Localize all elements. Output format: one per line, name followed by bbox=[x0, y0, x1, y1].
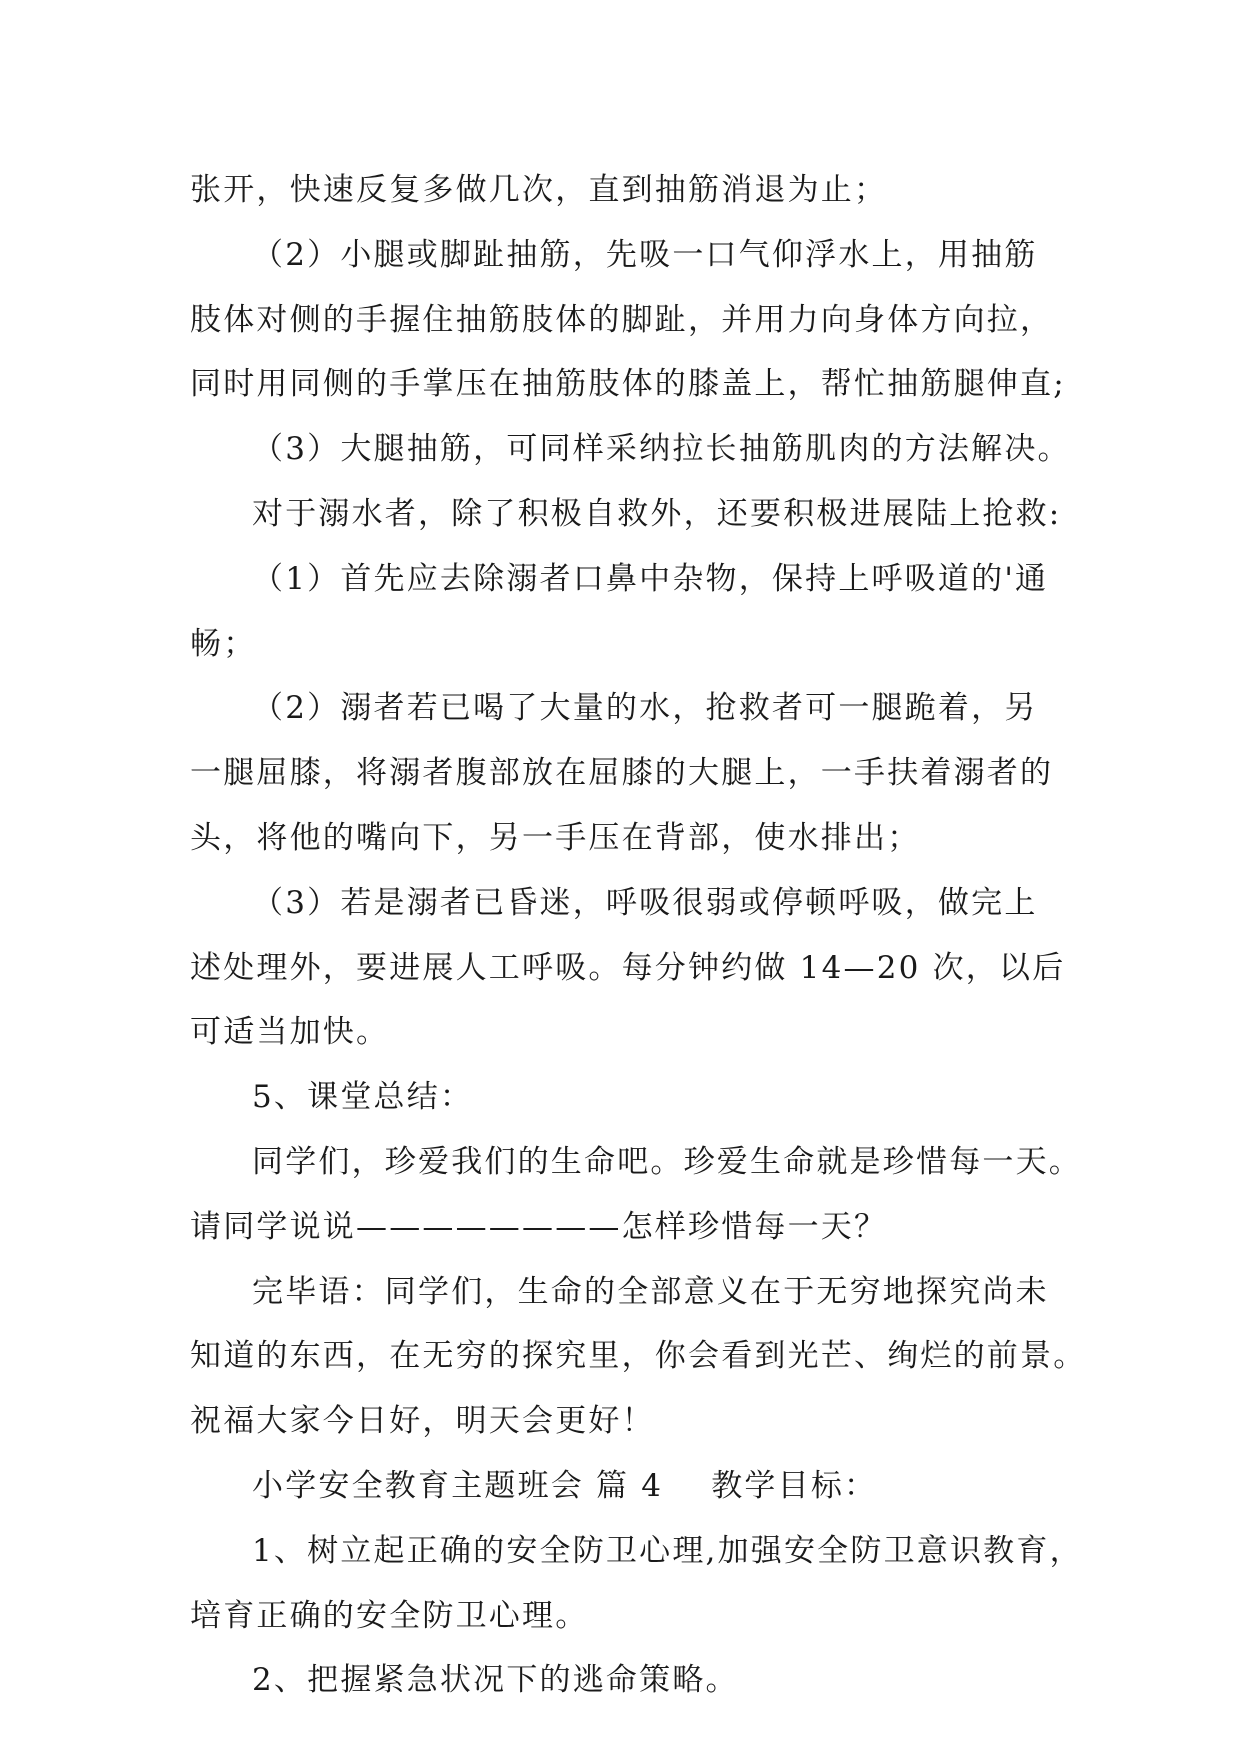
paragraph-line: （3）大腿抽筋，可同样采纳拉长抽筋肌肉的方法解决。 bbox=[252, 431, 1071, 468]
paragraph-line: 1、树立起正确的安全防卫心理,加强安全防卫意识教育， bbox=[252, 1532, 1083, 1569]
paragraph-line: 知道的东西，在无穷的探究里，你会看到光芒、绚烂的前景。 bbox=[190, 1338, 1087, 1375]
paragraph-line: （1）首先应去除溺者口鼻中杂物，保持上呼吸道的'通 bbox=[252, 560, 1049, 597]
section-heading: 5、课堂总结： bbox=[252, 1079, 474, 1116]
paragraph-line: （2）小腿或脚趾抽筋，先吸一口气仰浮水上，用抽筋 bbox=[252, 236, 1038, 273]
lesson-subtitle: 教学目标： bbox=[711, 1467, 878, 1504]
paragraph-line: 肢体对侧的手握住抽筋肢体的脚趾，并用力向身体方向拉， bbox=[190, 301, 1054, 338]
paragraph-line: （2）溺者若已喝了大量的水，抢救者可一腿跪着，另 bbox=[252, 690, 1038, 727]
document-body bbox=[190, 158, 1087, 1713]
paragraph-line: 对于溺水者，除了积极自救外，还要积极进展陆上抢救: bbox=[252, 495, 1062, 532]
paragraph-line: 请同学说说————————怎样珍惜每一天？ bbox=[190, 1208, 888, 1245]
paragraph-line: 同学们，珍爱我们的生命吧。珍爱生命就是珍惜每一天。 bbox=[252, 1143, 1082, 1180]
lesson-title: 小学安全教育主题班会 篇 4 bbox=[252, 1467, 664, 1504]
lesson-heading-line bbox=[190, 1454, 1070, 1519]
paragraph-line: 2、把握紧急状况下的逃命策略。 bbox=[252, 1662, 739, 1699]
paragraph-line: 祝福大家今日好，明天会更好！ bbox=[190, 1403, 655, 1440]
paragraph-line: 完毕语：同学们，生命的全部意义在于无穷地探究尚未 bbox=[252, 1273, 1049, 1310]
paragraph-line: 培育正确的安全防卫心理。 bbox=[190, 1597, 589, 1634]
paragraph-line: 述处理外，要进展人工呼吸。每分钟约做 14—20 次，以后 bbox=[190, 949, 1066, 986]
paragraph-line: 可适当加快。 bbox=[190, 1014, 390, 1051]
paragraph-line: 头，将他的嘴向下，另一手压在背部，使水排出； bbox=[190, 819, 921, 856]
paragraph-line: 一腿屈膝，将溺者腹部放在屈膝的大腿上，一手扶着溺者的 bbox=[190, 755, 1054, 792]
paragraph-line: 同时用同侧的手掌压在抽筋肢体的膝盖上，帮忙抽筋腿伸直; bbox=[190, 366, 1066, 403]
paragraph-line: 畅； bbox=[190, 625, 257, 662]
paragraph-line: （3）若是溺者已昏迷，呼吸很弱或停顿呼吸，做完上 bbox=[252, 884, 1038, 921]
paragraph-line: 张开，快速反复多做几次，直到抽筋消退为止； bbox=[190, 172, 888, 208]
